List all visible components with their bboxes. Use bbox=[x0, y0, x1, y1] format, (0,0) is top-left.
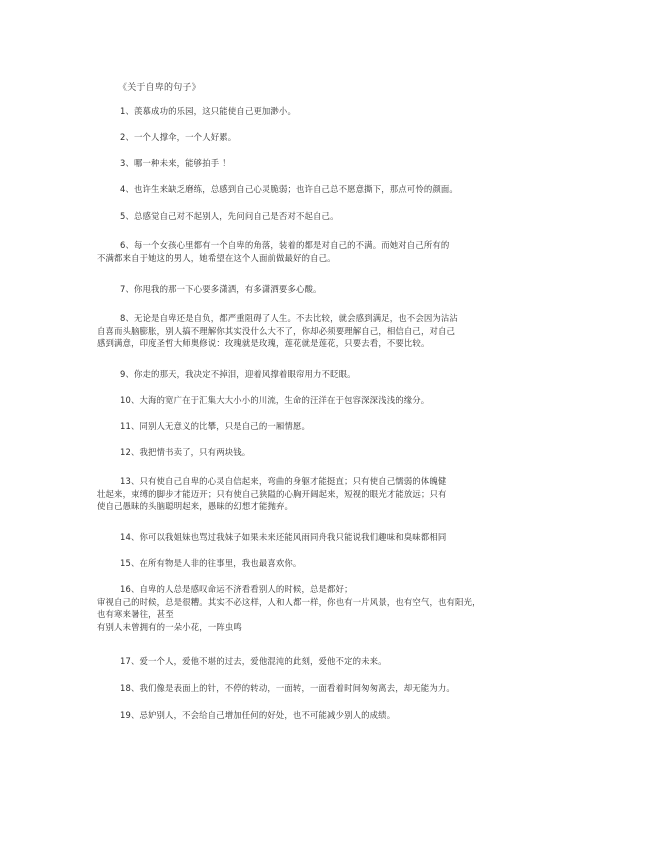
sentence-continuation-line: 使自己愚昧的头脑聪明起来，愚昧的幻想才能抛弃。 bbox=[97, 501, 294, 511]
sentence-line: 14、你可以我姐妹也骂过我妹子如果未来还能风雨同舟我只能说我们趣味和臭味都相同 bbox=[120, 532, 447, 542]
sentence-line: 19、忌妒别人，不会给自己增加任何的好处，也不可能减少别人的成绩。 bbox=[120, 710, 396, 720]
sentence-line: 1、羡慕成功的乐园，这只能使自己更加渺小。 bbox=[120, 106, 296, 116]
sentence-continuation-line: 不满都来自于她这的男人，她希望在这个人面前做最好的自己。 bbox=[97, 252, 336, 263]
sentence-continuation-line: 有别人未曾拥有的一朵小花，一阵虫鸣 bbox=[97, 621, 242, 632]
sentence-line: 17、爱一个人，爱他不堪的过去，爱他混沌的此刻，爱他不定的未来。 bbox=[120, 656, 387, 666]
sentence-line: 18、我们像是表面上的针，不停的转动，一面转，一面看着时间匆匆离去，却无能为力。 bbox=[120, 683, 455, 693]
sentence-line: 12、我把情书卖了，只有两块钱。 bbox=[120, 447, 251, 457]
sentence-continuation-line: 审视自己的时候，总是很糟。其实不必这样，人和人都一样，你也有一片风景，也有空气，也有阳光， bbox=[97, 596, 481, 607]
sentence-line: 2、一个人撑伞，一个人好累。 bbox=[120, 132, 237, 142]
sentence-line: 5、总感觉自己对不起别人，先问问自己是否对不起自己。 bbox=[120, 211, 339, 221]
sentence-line: 16、自卑的人总是感叹命运不济看看别人的时候，总是都好； bbox=[120, 584, 353, 594]
sentence-continuation-line: 壮起来，束缚的脚步才能迈开；只有使自己狭隘的心胸开阔起来，短视的眼光才能放远；只有 bbox=[97, 488, 447, 499]
sentence-line: 8、无论是自卑还是自负，都严重阻碍了人生。不去比较，就会感到满足，也不会因为沾沾 bbox=[120, 313, 458, 323]
sentence-line: 11、同别人无意义的比攀，只是自己的一厢情愿。 bbox=[120, 421, 310, 431]
sentence-continuation-line: 感到满意，印度圣哲大师奥修说：玫瑰就是玫瑰，莲花就是莲花，只要去看，不要比较。 bbox=[97, 338, 430, 348]
sentence-continuation-line: 也有寒来暑往，甚至 bbox=[97, 609, 174, 619]
sentence-line: 4、也许生来缺乏磨练，总感到自己心灵脆弱；也许自己总不愿意撕下，那点可怜的颜面。 bbox=[120, 184, 458, 194]
sentence-line: 15、在所有物是人非的往事里，我也最喜欢你。 bbox=[120, 558, 302, 568]
sentence-line: 7、你甩我的那一下心要多潇洒，有多潇洒要多心酸。 bbox=[120, 284, 322, 294]
document-title: 《关于自卑的句子》 bbox=[118, 83, 201, 93]
sentence-line: 3、哪一种未来，能够拍手 ！ bbox=[120, 158, 231, 168]
sentence-continuation-line: 自喜而头脑膨胀，别人搞不理解你其实没什么大不了，你却必须要理解自己，相信自己，对自己 bbox=[97, 325, 456, 336]
sentence-line: 6、每一个女孩心里都有一个自卑的角落，装着的都是对自己的不满。而她对自己所有的 bbox=[120, 240, 450, 250]
sentence-line: 13、只有使自己自卑的心灵自信起来，弯曲的身躯才能挺直；只有使自己懦弱的体魄健 bbox=[120, 476, 447, 486]
sentence-line: 10、大海的宽广在于汇集大大小小的川流，生命的汪洋在于包容深深浅浅的缘分。 bbox=[120, 395, 430, 405]
sentence-line: 9、你走的那天，我决定不掉泪，迎着风撑着眼帘用力不眨眼。 bbox=[120, 369, 356, 379]
